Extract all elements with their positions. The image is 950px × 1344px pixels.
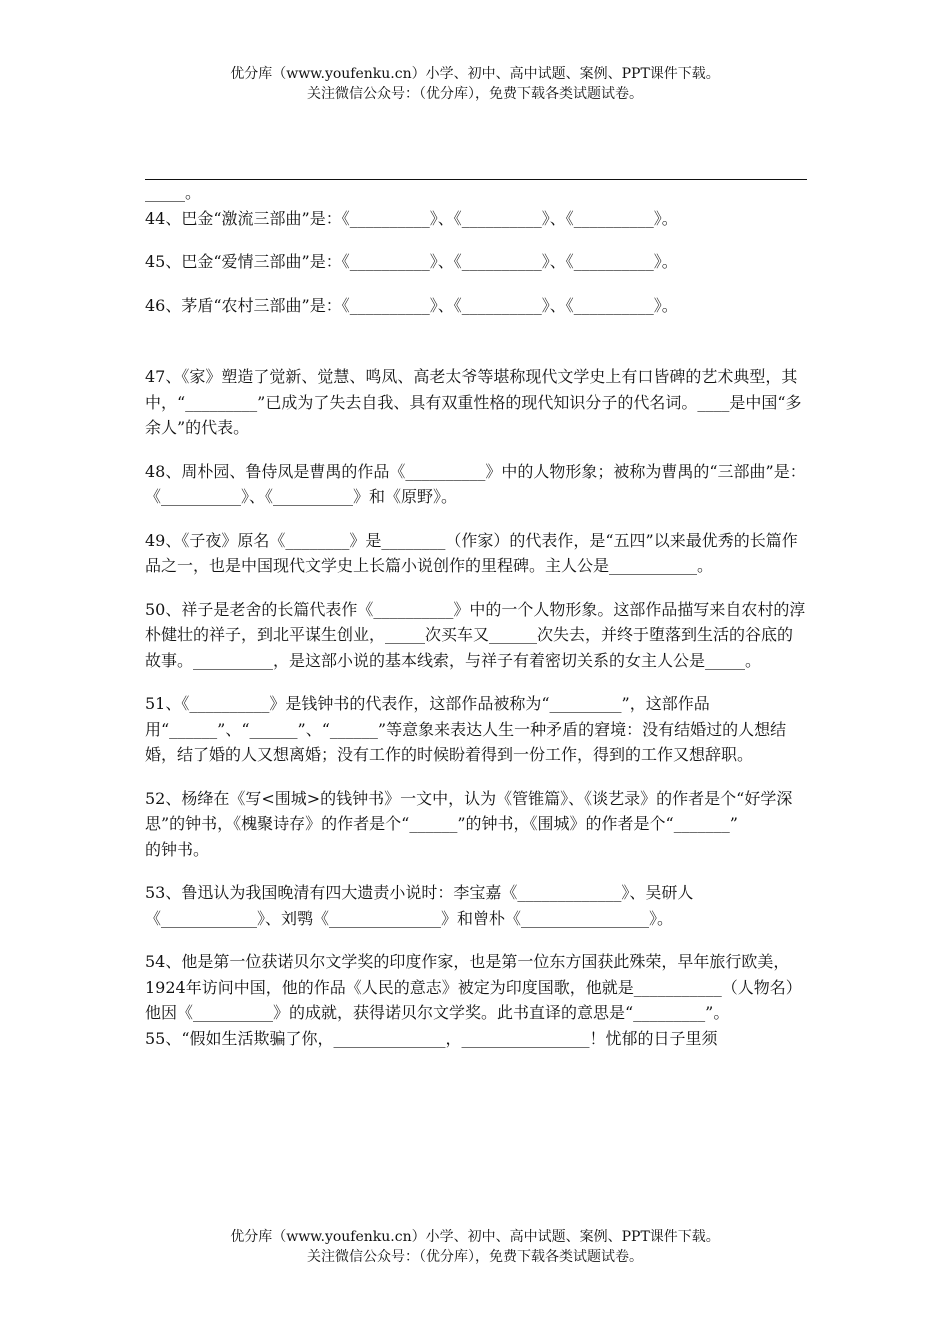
question-52-tail: 的钟书。 [145,839,210,859]
question-54: 54、他是第一位获诺贝尔文学奖的印度作家，也是第一位东方国获此殊荣，早年旅行欧美，1924年访问中国，他的作品《人民的意志》被定为印度国歌，他就是___________（人物名）他因《__________》的成就，获得诺贝尔文学奖。此书直译的意思是“_________”。 [145,952,802,1022]
question-55: 55、“假如生活欺骗了你，______________，________________！忧郁的日子里须 [145,1028,718,1048]
page-footer [0,1227,950,1267]
question-52: 52、杨绛在《写<围城>的钱钟书》一文中，认为《管锥篇》、《谈艺录》的作者是个“好学深思”的钟书，《槐聚诗存》的作者是个“______”的钟书，《围城》的作者是个“_______” [145,788,793,833]
question-53: 53、鲁迅认为我国晚清有四大遗责小说时：李宝嘉《_____________》、吴研人《____________》、刘鹗《______________》和曾朴《________________》。 [145,883,694,928]
question-46: 46、茅盾“农村三部曲”是：《__________》、《__________》、《__________》。 [145,295,678,315]
question-47: 47、《家》塑造了觉新、觉慧、鸣凤、高老太爷等堪称现代文学史上有口皆碑的艺术典型，其中，“_________”已成为了失去自我、具有双重性格的现代知识分子的代名词。____是中国“多余人”的代表。 [145,367,802,437]
answer-blank-line [145,155,807,180]
question-48: 48、周朴园、鲁侍凤是曹禺的作品《__________》中的人物形象；被称为曹禺的“三部曲”是：《__________》、《__________》和《原野》。 [145,461,806,506]
footer-line-1: 优分库（www.youfenku.cn）小学、初中、高中试题、案例、PPT课件下载。 [230,1229,720,1245]
document-body [145,155,807,1051]
footer-line-2: 关注微信公众号：（优分库），免费下载各类试题试卷。 [307,1249,643,1265]
page-header [0,64,950,104]
question-49: 49、《子夜》原名《________》是________（作家）的代表作，是“五四”以来最优秀的长篇作品之一，也是中国现代文学史上长篇小说创作的里程碑。主人公是___________。 [145,530,798,575]
header-line-2: 关注微信公众号：（优分库），免费下载各类试题试卷。 [307,86,643,102]
question-50: 50、祥子是老舍的长篇代表作《__________》中的一个人物形象。这部作品描写来自农村的淳朴健壮的祥子，到北平谋生创业，_____次买车又______次失去，并终于堕落到生活的谷底的故事。__________，是这部小说的基本线索，与祥子有着密切关系的女主人公是_____。 [145,599,806,670]
carryover-blank: _____。 [145,183,202,202]
question-45: 45、巴金“爱情三部曲”是：《__________》、《__________》、《__________》。 [145,252,678,271]
question-44: 44、巴金“激流三部曲”是：《__________》、《__________》、《__________》。 [145,208,678,228]
question-51: 51、《__________》是钱钟书的代表作，这部作品被称为“_________”，这部作品用“______”、“______”、“______”等意象来表达人生一种矛盾的窘境：没有结婚过的人想结婚，结了婚的人又想离婚；没有工作的时候盼着得到一份工作，得到的工作又想辞职。 [145,694,787,764]
header-line-1: 优分库（www.youfenku.cn）小学、初中、高中试题、案例、PPT课件下载。 [230,66,720,82]
